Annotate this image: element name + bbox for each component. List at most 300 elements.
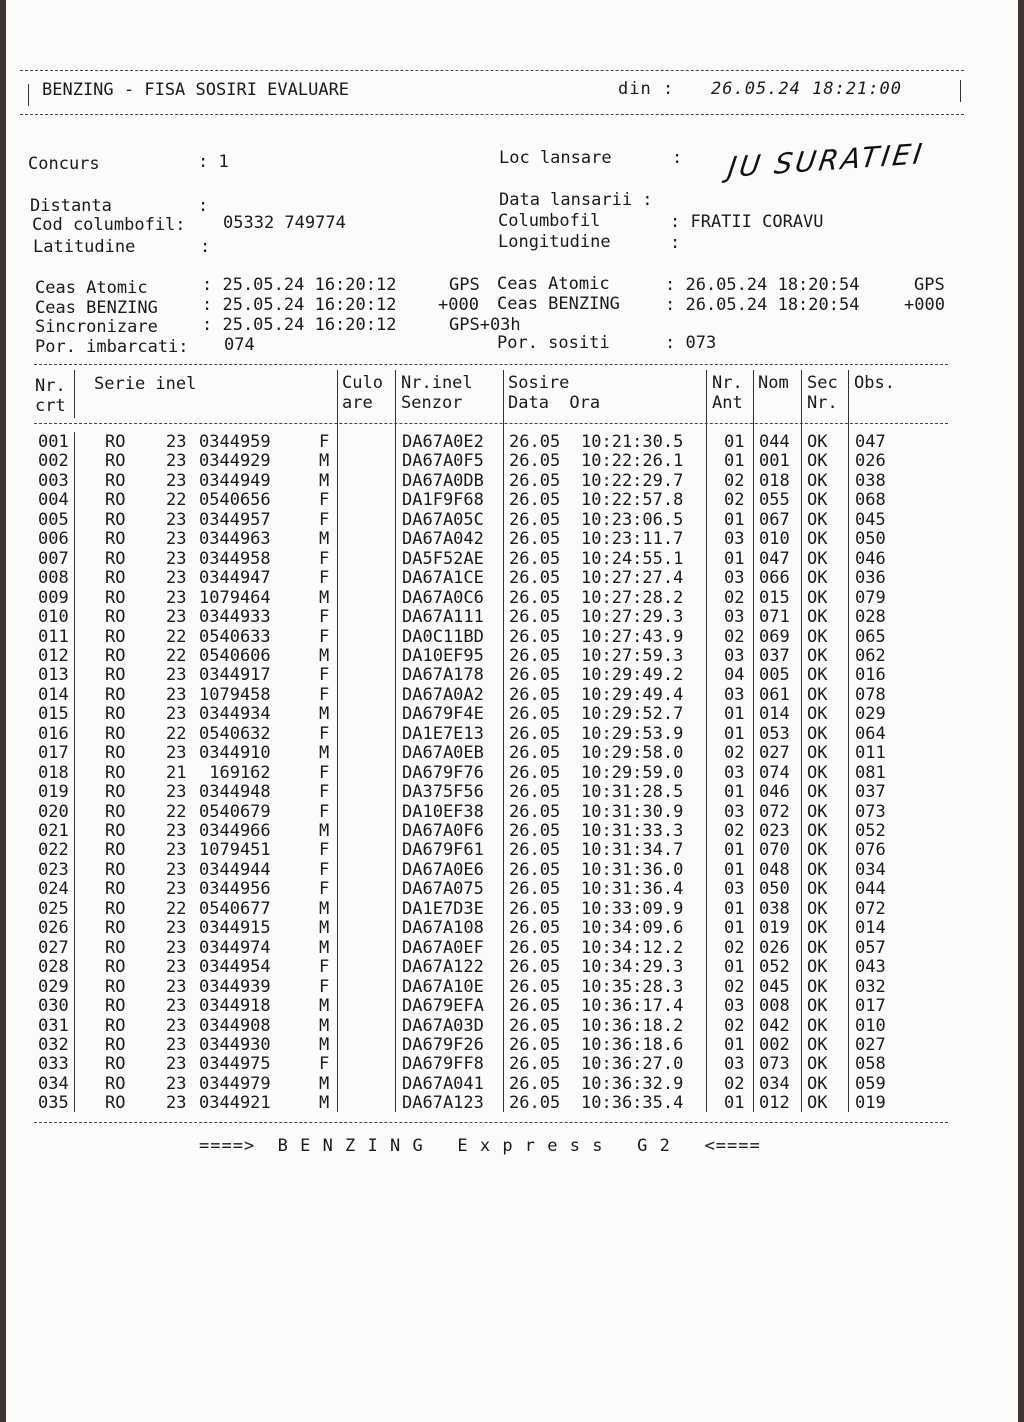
row-nr: 025	[38, 898, 69, 919]
row-sec: OK	[807, 821, 828, 841]
row-antenna: 02	[724, 743, 745, 764]
row-sec: OK	[807, 918, 828, 939]
row-year: 23	[166, 859, 187, 880]
row-country: RO	[105, 704, 126, 725]
footer-banner: ====> B E N Z I N G E x p r e s s G 2 <====	[199, 1136, 761, 1156]
row-sex: M	[319, 529, 330, 550]
row-antenna: 02	[724, 821, 745, 841]
row-sex: F	[319, 976, 330, 997]
row-country: RO	[105, 665, 126, 686]
row-nr: 028	[38, 957, 69, 978]
cod-columbofil-label: Cod columbofil:	[32, 215, 186, 235]
row-date: 26.05	[509, 898, 561, 919]
row-nr: 033	[38, 1054, 69, 1075]
row-sec: OK	[807, 548, 828, 569]
row-time: 10:31:34.7	[581, 840, 684, 861]
row-antenna: 03	[724, 1054, 745, 1075]
row-time: 10:36:18.2	[581, 1015, 684, 1036]
row-sec: OK	[807, 607, 828, 628]
row-country: RO	[105, 976, 126, 997]
row-ring-number: 0344930	[199, 1034, 271, 1055]
table-row	[6, 899, 1006, 918]
row-sex: M	[319, 470, 330, 491]
table-row	[6, 704, 1006, 723]
row-country: RO	[105, 509, 126, 530]
row-ring-number: 0344975	[199, 1054, 271, 1075]
ceas-atomic-right-label: Ceas Atomic	[497, 274, 610, 294]
table-row	[6, 724, 1006, 743]
col-sep-header	[74, 370, 75, 418]
row-sensor: DA67A1CE	[402, 568, 484, 589]
row-sensor: DA375F56	[402, 782, 484, 803]
row-date: 26.05	[509, 432, 561, 452]
col-nr-inel-header: Nr.inel	[401, 373, 473, 393]
longitudine-label: Longitudine	[498, 232, 611, 252]
data-lansarii-label: Data lansarii :	[499, 190, 653, 210]
row-ring-number: 1079458	[199, 684, 271, 705]
table-row	[6, 588, 1006, 607]
row-time: 10:27:43.9	[581, 626, 684, 647]
row-nr: 012	[38, 645, 69, 666]
row-date: 26.05	[509, 1054, 561, 1075]
row-antenna: 02	[724, 626, 745, 647]
row-sensor: DA67A10E	[402, 976, 484, 997]
row-date: 26.05	[509, 1073, 561, 1094]
row-year: 23	[166, 548, 187, 569]
row-obs: 043	[855, 957, 886, 978]
row-sec: OK	[807, 996, 828, 1017]
row-year: 22	[166, 898, 187, 919]
row-sex: F	[319, 957, 330, 978]
row-sensor: DA679F4E	[402, 704, 484, 725]
row-ring-number: 0540632	[199, 723, 271, 744]
row-country: RO	[105, 548, 126, 569]
row-ring-number: 0344957	[199, 509, 271, 530]
row-ring-number: 0344933	[199, 607, 271, 628]
row-country: RO	[105, 645, 126, 666]
row-nom: 023	[759, 821, 790, 841]
row-year: 23	[166, 1073, 187, 1094]
row-ring-number: 0344944	[199, 859, 271, 880]
print-date-label: din :	[618, 79, 675, 99]
row-sec: OK	[807, 743, 828, 764]
row-country: RO	[105, 743, 126, 764]
table-row	[6, 549, 1006, 568]
row-obs: 019	[855, 1093, 886, 1114]
row-nom: 044	[759, 432, 790, 452]
row-sec: OK	[807, 937, 828, 958]
row-sensor: DA10EF95	[402, 645, 484, 666]
row-ring-number: 0344956	[199, 879, 271, 900]
row-country: RO	[105, 1015, 126, 1036]
row-time: 10:31:36.4	[581, 879, 684, 900]
row-sex: M	[319, 1073, 330, 1094]
row-sex: F	[319, 762, 330, 783]
row-nom: 045	[759, 976, 790, 997]
row-nom: 055	[759, 490, 790, 511]
row-nom: 018	[759, 470, 790, 491]
row-ring-number: 0344963	[199, 529, 271, 550]
row-sensor: DA0C11BD	[402, 626, 484, 647]
row-date: 26.05	[509, 451, 561, 472]
row-sensor: DA67A042	[402, 529, 484, 550]
row-sec: OK	[807, 1015, 828, 1036]
row-sex: F	[319, 607, 330, 628]
table-row	[6, 568, 1006, 587]
row-country: RO	[105, 821, 126, 841]
row-sensor: DA67A041	[402, 1073, 484, 1094]
row-year: 23	[166, 587, 187, 608]
row-date: 26.05	[509, 723, 561, 744]
row-date: 26.05	[509, 626, 561, 647]
row-sex: M	[319, 937, 330, 958]
row-ring-number: 0344908	[199, 1015, 271, 1036]
row-date: 26.05	[509, 548, 561, 569]
row-country: RO	[105, 840, 126, 861]
row-sex: F	[319, 723, 330, 744]
row-ring-number: 0344959	[199, 432, 271, 452]
printout-paper	[6, 0, 1018, 1422]
row-ring-number: 0540606	[199, 645, 271, 666]
row-obs: 029	[855, 704, 886, 725]
table-row	[6, 510, 1006, 529]
row-nr: 001	[38, 432, 69, 452]
row-nr: 021	[38, 821, 69, 841]
header-bottom-rule	[20, 114, 964, 115]
row-nr: 006	[38, 529, 69, 550]
row-year: 22	[166, 801, 187, 822]
row-nr: 031	[38, 1015, 69, 1036]
row-sec: OK	[807, 879, 828, 900]
row-year: 23	[166, 879, 187, 900]
row-obs: 026	[855, 451, 886, 472]
row-nr: 015	[38, 704, 69, 725]
row-sec: OK	[807, 568, 828, 589]
row-year: 23	[166, 1093, 187, 1114]
row-date: 26.05	[509, 704, 561, 725]
row-year: 23	[166, 1034, 187, 1055]
row-sex: F	[319, 782, 330, 803]
table-row	[6, 1093, 1006, 1112]
row-sensor: DA67A0F6	[402, 821, 484, 841]
row-sensor: DA1F9F68	[402, 490, 484, 511]
table-row	[6, 860, 1006, 879]
row-ring-number: 0344917	[199, 665, 271, 686]
row-time: 10:36:18.6	[581, 1034, 684, 1055]
row-obs: 017	[855, 996, 886, 1017]
row-sec: OK	[807, 782, 828, 803]
row-sec: OK	[807, 529, 828, 550]
col-sec-header-2: Nr.	[807, 393, 838, 413]
row-nr: 010	[38, 607, 69, 628]
row-date: 26.05	[509, 762, 561, 783]
row-date: 26.05	[509, 665, 561, 686]
row-time: 10:24:55.1	[581, 548, 684, 569]
row-ring-number: 0344947	[199, 568, 271, 589]
row-nr: 022	[38, 840, 69, 861]
row-sex: F	[319, 626, 330, 647]
table-row	[6, 490, 1006, 509]
row-sensor: DA679F26	[402, 1034, 484, 1055]
row-antenna: 02	[724, 937, 745, 958]
row-year: 22	[166, 626, 187, 647]
row-obs: 014	[855, 918, 886, 939]
row-obs: 073	[855, 801, 886, 822]
row-ring-number: 0540633	[199, 626, 271, 647]
row-obs: 072	[855, 898, 886, 919]
row-obs: 027	[855, 1034, 886, 1055]
row-time: 10:27:29.3	[581, 607, 684, 628]
row-sec: OK	[807, 432, 828, 452]
row-time: 10:22:26.1	[581, 451, 684, 472]
row-antenna: 02	[724, 490, 745, 511]
row-obs: 068	[855, 490, 886, 511]
header-left-border	[28, 84, 29, 106]
col-sosire-header: Sosire	[508, 373, 570, 393]
table-row	[6, 432, 1006, 451]
table-row	[6, 1074, 1006, 1093]
row-antenna: 02	[724, 1073, 745, 1094]
row-nr: 035	[38, 1093, 69, 1114]
row-nom: 012	[759, 1093, 790, 1114]
row-year: 23	[166, 509, 187, 530]
ceas-atomic-right-value: : 26.05.24 18:20:54	[665, 275, 860, 295]
table-row	[6, 1035, 1006, 1054]
row-obs: 064	[855, 723, 886, 744]
row-antenna: 01	[724, 918, 745, 939]
row-sex: M	[319, 587, 330, 608]
row-sensor: DA67A03D	[402, 1015, 484, 1036]
row-country: RO	[105, 432, 126, 452]
row-date: 26.05	[509, 607, 561, 628]
row-nr: 014	[38, 684, 69, 705]
row-year: 23	[166, 451, 187, 472]
row-ring-number: 0344966	[199, 821, 271, 841]
row-antenna: 03	[724, 607, 745, 628]
row-country: RO	[105, 1073, 126, 1094]
row-obs: 065	[855, 626, 886, 647]
row-sec: OK	[807, 451, 828, 472]
row-sensor: DA67A0E6	[402, 859, 484, 880]
row-date: 26.05	[509, 976, 561, 997]
row-sec: OK	[807, 587, 828, 608]
row-time: 10:36:32.9	[581, 1073, 684, 1094]
row-sec: OK	[807, 704, 828, 725]
row-sex: M	[319, 918, 330, 939]
row-year: 23	[166, 665, 187, 686]
row-date: 26.05	[509, 645, 561, 666]
row-antenna: 01	[724, 451, 745, 472]
row-year: 23	[166, 1015, 187, 1036]
row-year: 22	[166, 490, 187, 511]
row-date: 26.05	[509, 1093, 561, 1114]
row-sex: M	[319, 996, 330, 1017]
row-sec: OK	[807, 645, 828, 666]
row-sec: OK	[807, 684, 828, 705]
row-antenna: 01	[724, 898, 745, 919]
row-nom: 071	[759, 607, 790, 628]
table-row	[6, 938, 1006, 957]
row-nom: 070	[759, 840, 790, 861]
row-obs: 047	[855, 432, 886, 452]
table-row	[6, 763, 1006, 782]
row-nr: 019	[38, 782, 69, 803]
row-date: 26.05	[509, 840, 561, 861]
row-nom: 042	[759, 1015, 790, 1036]
row-obs: 058	[855, 1054, 886, 1075]
row-year: 23	[166, 918, 187, 939]
row-obs: 044	[855, 879, 886, 900]
row-obs: 078	[855, 684, 886, 705]
table-row	[6, 1016, 1006, 1035]
table-row	[6, 743, 1006, 762]
row-nr: 003	[38, 470, 69, 491]
row-ring-number: 0344934	[199, 704, 271, 725]
row-sec: OK	[807, 1093, 828, 1114]
row-antenna: 01	[724, 704, 745, 725]
row-time: 10:34:09.6	[581, 918, 684, 939]
ceas-atomic-left-label: Ceas Atomic	[35, 278, 148, 298]
row-obs: 010	[855, 1015, 886, 1036]
row-year: 23	[166, 782, 187, 803]
report-title: BENZING - FISA SOSIRI EVALUARE	[42, 80, 350, 100]
row-sex: M	[319, 1034, 330, 1055]
row-time: 10:33:09.9	[581, 898, 684, 919]
row-date: 26.05	[509, 568, 561, 589]
row-time: 10:31:30.9	[581, 801, 684, 822]
row-nom: 072	[759, 801, 790, 822]
row-sec: OK	[807, 976, 828, 997]
row-ring-number: 0344939	[199, 976, 271, 997]
row-sec: OK	[807, 626, 828, 647]
row-nom: 015	[759, 587, 790, 608]
row-ring-number: 1079451	[199, 840, 271, 861]
row-year: 23	[166, 704, 187, 725]
row-sex: F	[319, 432, 330, 452]
porumbei-imbarcati-value: 074	[224, 335, 255, 355]
row-antenna: 01	[724, 782, 745, 803]
row-antenna: 03	[724, 801, 745, 822]
row-sex: F	[319, 509, 330, 530]
row-date: 26.05	[509, 470, 561, 491]
row-country: RO	[105, 1054, 126, 1075]
row-sex: F	[319, 568, 330, 589]
row-sensor: DA67A075	[402, 879, 484, 900]
row-time: 10:34:29.3	[581, 957, 684, 978]
row-nr: 018	[38, 762, 69, 783]
row-antenna: 02	[724, 470, 745, 491]
row-year: 23	[166, 821, 187, 841]
row-obs: 050	[855, 529, 886, 550]
row-sex: M	[319, 898, 330, 919]
loc-lansare-handwritten: JU SURATIEI	[725, 136, 927, 185]
porumbei-imbarcati-label: Por. imbarcati:	[35, 337, 189, 357]
row-year: 23	[166, 470, 187, 491]
row-nr: 029	[38, 976, 69, 997]
row-time: 10:27:27.4	[581, 568, 684, 589]
row-obs: 036	[855, 568, 886, 589]
row-time: 10:29:58.0	[581, 743, 684, 764]
row-sec: OK	[807, 509, 828, 530]
row-antenna: 01	[724, 957, 745, 978]
table-top-rule	[34, 364, 948, 365]
row-country: RO	[105, 918, 126, 939]
row-sec: OK	[807, 840, 828, 861]
col-obs-header: Obs.	[854, 373, 895, 393]
row-antenna: 02	[724, 587, 745, 608]
row-ring-number: 0344910	[199, 743, 271, 764]
row-date: 26.05	[509, 937, 561, 958]
row-antenna: 01	[724, 1034, 745, 1055]
row-nom: 046	[759, 782, 790, 803]
row-sec: OK	[807, 470, 828, 491]
row-sensor: DA679FF8	[402, 1054, 484, 1075]
row-sensor: DA5F52AE	[402, 548, 484, 569]
sincronizare-label: Sincronizare	[35, 317, 158, 337]
ceas-benzing-left-value: : 25.05.24 16:20:12	[202, 295, 397, 315]
row-year: 23	[166, 568, 187, 589]
row-nom: 002	[759, 1034, 790, 1055]
row-time: 10:27:28.2	[581, 587, 684, 608]
row-ring-number: 0344921	[199, 1093, 271, 1114]
ceas-benzing-right-value: : 26.05.24 18:20:54	[665, 295, 860, 315]
row-country: RO	[105, 801, 126, 822]
row-nom: 026	[759, 937, 790, 958]
col-culoare-header-2: are	[342, 393, 373, 413]
row-time: 10:29:59.0	[581, 762, 684, 783]
row-sensor: DA67A108	[402, 918, 484, 939]
distanta-colon: :	[198, 196, 209, 216]
sincronizare-suffix: GPS+03h	[449, 315, 521, 335]
row-sensor: DA67A0EF	[402, 937, 484, 958]
print-date-value: 26.05.24 18:21:00	[711, 79, 902, 99]
row-year: 23	[166, 937, 187, 958]
row-nom: 010	[759, 529, 790, 550]
row-nom: 008	[759, 996, 790, 1017]
row-ring-number: 0344929	[199, 451, 271, 472]
row-year: 23	[166, 684, 187, 705]
row-country: RO	[105, 470, 126, 491]
row-sex: F	[319, 1054, 330, 1075]
row-obs: 011	[855, 743, 886, 764]
row-date: 26.05	[509, 957, 561, 978]
row-time: 10:35:28.3	[581, 976, 684, 997]
row-time: 10:29:52.7	[581, 704, 684, 725]
row-obs: 045	[855, 509, 886, 530]
ceas-benzing-left-suffix: +000	[438, 295, 479, 315]
row-sex: F	[319, 801, 330, 822]
columbofil-label: Columbofil	[498, 211, 601, 231]
sincronizare-value: : 25.05.24 16:20:12	[202, 315, 397, 335]
row-sex: F	[319, 548, 330, 569]
table-row	[6, 840, 1006, 859]
table-row	[6, 879, 1006, 898]
row-country: RO	[105, 626, 126, 647]
row-sensor: DA67A111	[402, 607, 484, 628]
row-nr: 016	[38, 723, 69, 744]
row-nom: 052	[759, 957, 790, 978]
row-nom: 048	[759, 859, 790, 880]
row-time: 10:22:29.7	[581, 470, 684, 491]
row-antenna: 03	[724, 568, 745, 589]
row-nom: 001	[759, 451, 790, 472]
row-ring-number: 0344915	[199, 918, 271, 939]
row-sensor: DA10EF38	[402, 801, 484, 822]
row-year: 23	[166, 1054, 187, 1075]
row-nr: 032	[38, 1034, 69, 1055]
row-nom: 037	[759, 645, 790, 666]
row-nr: 007	[38, 548, 69, 569]
